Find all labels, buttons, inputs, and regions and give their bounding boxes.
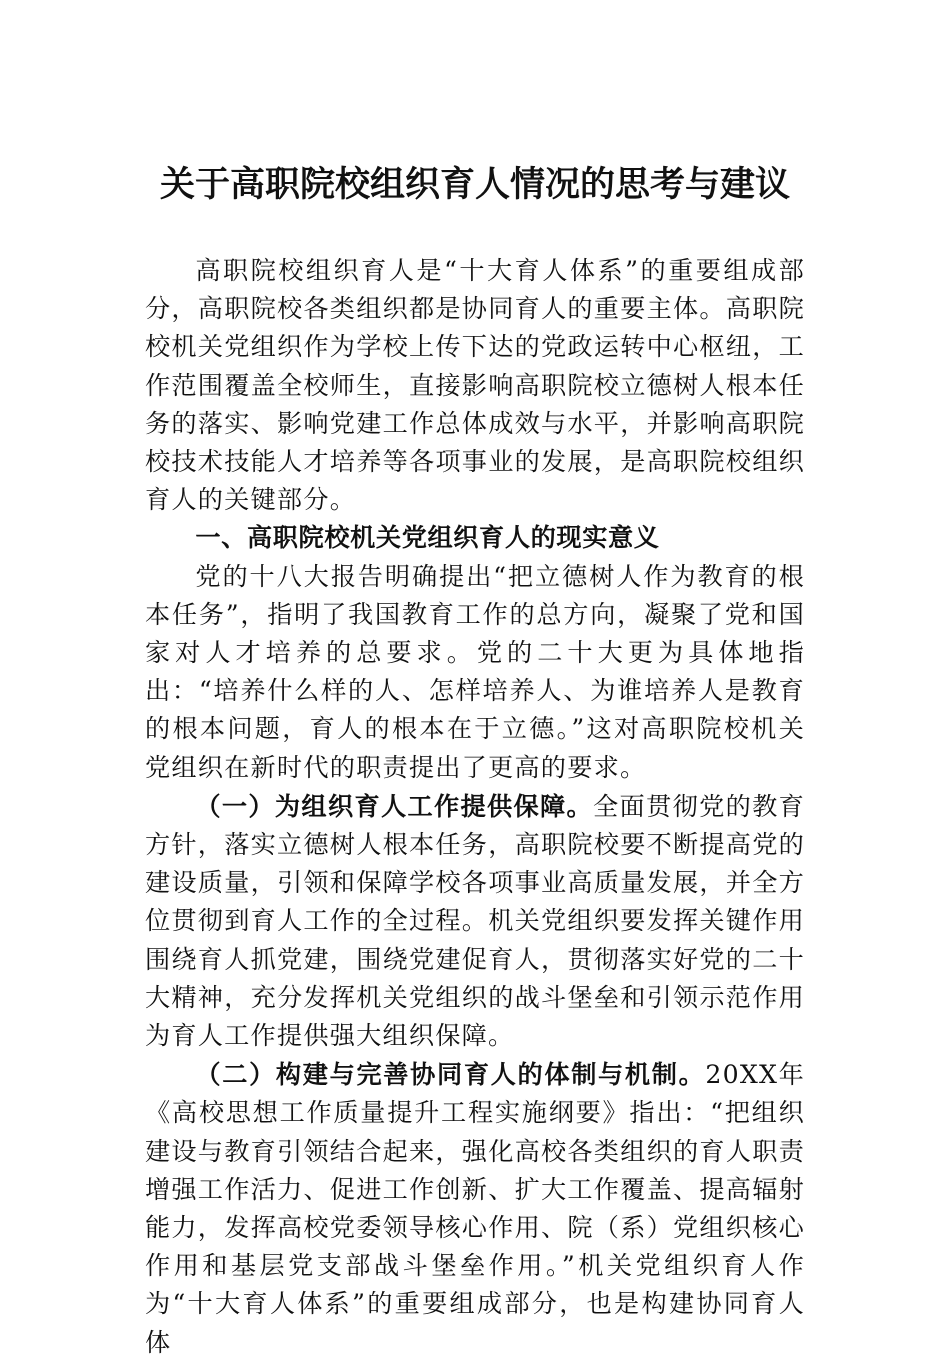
point-body-1: 全面贯彻党的教育方针，落实立德树人根本任务，高职院校要不断提高党的建设质量，引领和保障学校各项事业高质量发展，并全方位贯彻到育人工作的全过程。机关党组织要发挥关键作用围绕育人抓党建，围绕党建促育人，贯彻落实好党的二十大精神，充分发挥机关党组织的战斗堡垒和引领示范作用为育人工作提供强大组织保障。 xyxy=(145,791,806,1051)
point-body-2: 20XX年《高校思想工作质量提升工程实施纲要》指出：“把组织建设与教育引领结合起来，强化高校各类组织的育人职责增强工作活力、促进工作创新、扩大工作覆盖、提高辐射能力，发挥高校党委领导核心作用、院（系）党组织核心作用和基层党支部战斗堡垒作用。”机关党组织育人作为“十大育人体系”的重要组成部分，也是构建协同育人体 xyxy=(145,1060,805,1357)
point-paragraph-1 xyxy=(145,787,805,1055)
intro-paragraph: 高职院校组织育人是“十大育人体系”的重要组成部分，高职院校各类组织都是协同育人的重要主体。高职院校机关党组织作为学校上传下达的党政运转中心枢纽，工作范围覆盖全校师生，直接影响高职院校立德树人根本任务的落实、影响党建工作总体成效与水平，并影响高职院校技术技能人才培养等各项事业的发展，是高职院校组织育人的关键部分。 xyxy=(145,256,805,515)
point-paragraph-2 xyxy=(145,1055,805,1362)
document-body xyxy=(145,252,805,1362)
point-lead-1: （一）为组织育人工作提供保障。 xyxy=(195,790,594,821)
section-heading: 一、高职院校机关党组织育人的现实意义 xyxy=(195,523,660,553)
point-lead-2: （二）构建与完善协同育人的体制与机制。 xyxy=(195,1059,706,1090)
section-paragraph: 党的十八大报告明确提出“把立德树人作为教育的根本任务”，指明了我国教育工作的总方向，凝聚了党和国家对人才培养的总要求。党的二十大更为具体地指出：“培养什么样的人、怎样培养人、为谁培养人是教育的根本问题，育人的根本在于立德。”这对高职院校机关党组织在新时代的职责提出了更高的要求。 xyxy=(145,561,805,782)
document-title: 关于高职院校组织育人情况的思考与建议 xyxy=(159,165,790,205)
